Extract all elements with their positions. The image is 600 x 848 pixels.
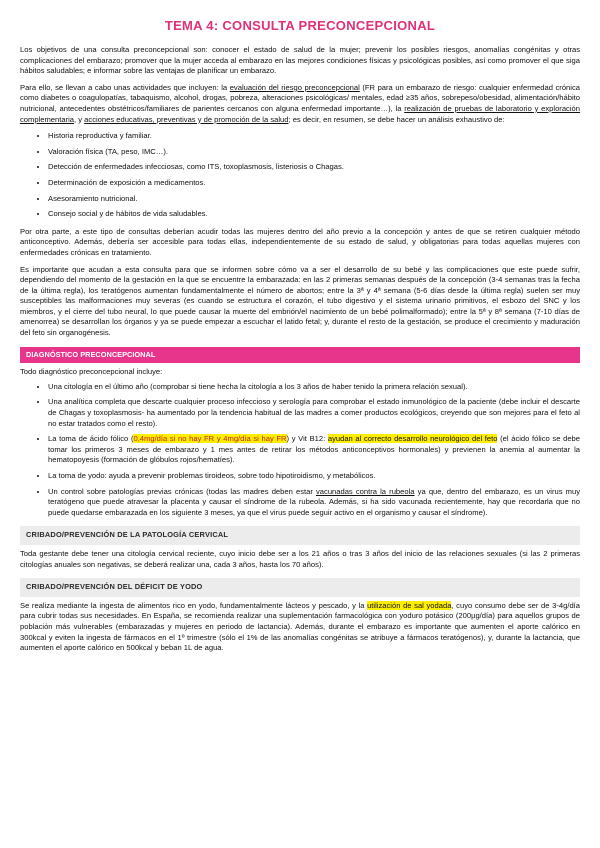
list-item: • Una citología en el último año (comprobar si tiene hecha la citología a los 3 años de haber tenido la primera relación sexual). bbox=[48, 382, 580, 393]
cervical-paragraph: Toda gestante debe tener una citología cervical reciente, cuyo inicio debe ser a los 21 años o tras 3 años del inicio de las relaciones sexuales (si las 2 primeras citologías anuales son negativas, se deberá realizar una, cada 3 años, hasta los 70 años). bbox=[20, 548, 580, 569]
list-item: • Detección de enfermedades infecciosas, como ITS, toxoplasmosis, listeriosis o Chagas. bbox=[48, 162, 580, 173]
list-item: • La toma de ácido fólico (0,4mg/día si no hay FR y 4mg/día si hay FR) y Vit B12: ayudan al correcto desarrollo neurológico del feto (el ácido fólico se debe tomar los primeros 3 meses de embarazo y 1 mes antes de retirar los métodos anticonceptivos hormonales) y previenen la anemia al aumentar la hematopoyesis (formación de glóbulos rojos/hematíes). bbox=[48, 434, 580, 466]
analysis-list bbox=[20, 131, 580, 220]
highlighted-dose: 0,4mg/día si no hay FR y 4mg/día si hay FR bbox=[133, 434, 287, 444]
highlighted-text: ayudan al correcto desarrollo neurológico del feto bbox=[327, 434, 498, 444]
intro-paragraph: Los objetivos de una consulta preconcepcional son: conocer el estado de salud de la mujer; prevenir los posibles riesgos, anomalías congénitas y otras complicaciones del embarazo; promover que la mujer acceda al embarazo en las mejores condiciones físicas y psicológicas posibles, así como promover el que siga hábitos saludables; e informar sobre las ventajas de planificar un embarazo. bbox=[20, 45, 580, 76]
list-item: • Consejo social y de hábitos de vida saludables. bbox=[48, 209, 580, 220]
page-title: TEMA 4: CONSULTA PRECONCEPCIONAL bbox=[164, 18, 436, 33]
section-header-diagnostico: DIAGNÓSTICO PRECONCEPCIONAL bbox=[20, 347, 580, 364]
list-item: • Asesoramiento nutricional. bbox=[48, 194, 580, 205]
underlined-term: evaluación del riesgo preconcepcional bbox=[229, 82, 360, 92]
underlined-term: realización de pruebas de laboratorio y exploración complementaria bbox=[20, 103, 580, 124]
yodo-paragraph: Se realiza mediante la ingesta de alimentos rico en yodo, fundamentalmente lácteos y pescado, y la utilización de sal yodada, cuyo consumo debe ser de 3-4g/día para cubrir todas sus necesidades. En España, se recomienda realizar una suplementación farmacológica con yoduro potásico (200µg/día) para aquellos grupos de población más vulnerables (embarazadas y mujeres en periodo de lactancia). Además, durante el embarazo es importante que aumenten el aporte calórico en 300kcal y eviten la ingesta de fármacos en el 1º trimestre (sólo el 1% de las anomalías congénitas se atribuye a fármacos teratógenos), y, durante la lactancia, que aumenten el aporte calórico en 500kcal y beban 1L de agua. bbox=[20, 600, 580, 653]
underlined-term: acciones educativas, preventivas y de promoción de la salud bbox=[84, 114, 289, 124]
list-item: • Historia reproductiva y familiar. bbox=[48, 131, 580, 142]
list-item: • La toma de yodo: ayuda a prevenir problemas tiroideos, sobre todo hipotiroidismo, y metabólicos. bbox=[48, 471, 580, 482]
list-item: • Valoración física (TA, peso, IMC…). bbox=[48, 147, 580, 158]
list-item: • Una analítica completa que descarte cualquier proceso infeccioso y serología para comprobar el estado inmunológico de la paciente (debe incluir el descarte de Chagas y toxoplasmosis- ha aumentado por la tendencia habitual de las madres a comer productos ecológicos, creyendo que son mejores para el feto al no estar tratados como el resto). bbox=[48, 397, 580, 429]
section-lead: Todo diagnóstico preconcepcional incluye: bbox=[20, 367, 163, 377]
activities-paragraph: Para ello, se llevan a cabo unas actividades que incluyen: la evaluación del riesgo preconcepcional (FR para un embarazo de riesgo: cualquier enfermedad crónica como diabetes o coagulopatías, tabaquismo, alcohol, drogas, pobreza, alteraciones psicológicas/ mentales, edad ≥35 años, sobrepeso/obesidad, alimentación/hábito nutricional, antecedentes obstétricos/familiares de parientes cercanos con alguna enfermedad importante…), la realización de pruebas de laboratorio y exploración complementaria, y acciones educativas, preventivas y de promoción de la salud; es decir, en resumen, se debe hacer un análisis exhaustivo de: bbox=[20, 82, 580, 124]
attendance-paragraph: Por otra parte, a este tipo de consultas deberían acudir todas las mujeres dentro del año previo a la concepción y antes de que se retiren cualquier método anticonceptivo. Además, debería ser accesible para todas ellas, independientemente de su estado de salud, y obligatorias para todas aquellas mujeres con enfermedades crónicas en tratamiento. bbox=[20, 226, 580, 257]
underlined-term: vacunadas contra la rubeola bbox=[316, 486, 415, 496]
section-header-cervical: CRIBADO/PREVENCIÓN DE LA PATOLOGÍA CERVICAL bbox=[20, 526, 580, 545]
document-page bbox=[20, 0, 580, 654]
section-header-yodo: CRIBADO/PREVENCIÓN DEL DÉFICIT DE YODO bbox=[20, 578, 580, 597]
development-paragraph: Es importante que acudan a esta consulta para que se informen sobre cómo va a ser el desarrollo de su bebé y las complicaciones que este puede sufrir, dependiendo del momento de la gestación en la que se encuentre la embarazada: en las 2 primeras semanas después de la concepción (3-4 semanas tras la fecha de la última regla), los teratógenos aumentan fundamentalmente el número de abortos; entre la 3ª y 4ª semana (5-6 días desde la última regla) suelen ser muy susceptibles las malformaciones muy severas (es cuando se estructura el corazón, el tubo digestivo y el sistema urinario primitivos, el esbozo del SNC y los miembros, y el cierre del tubo neural, lo que puede causar la muerte del embrión/el nacimiento de un bebé polimalformado); entre la 5ª y 8ª semana (7-10 días de amenorrea) se desarrollan los órganos y ya se puede empezar a escuchar el latido fetal; y, durante el resto de la gestación, se produce el crecimiento y maduración del feto sin organogénesis. bbox=[20, 264, 580, 338]
list-item: • Determinación de exposición a medicamentos. bbox=[48, 178, 580, 189]
diagnostic-list bbox=[20, 382, 580, 519]
list-item: • Un control sobre patologías previas crónicas (todas las madres deben estar vacunadas contra la rubeola ya que, dentro del embarazo, es un virus muy teratógeno que puede atravesar la placenta y causar el síndrome de la rubeola. Además, si ha sido vacunada recientemente, hay que recordarla que no puede quedarse embarazada en los siguiente 3 meses, ya que el virus puede seguir activo en el organismo y causar el síndrome). bbox=[48, 487, 580, 519]
highlighted-text: utilización de sal yodada bbox=[367, 600, 452, 610]
